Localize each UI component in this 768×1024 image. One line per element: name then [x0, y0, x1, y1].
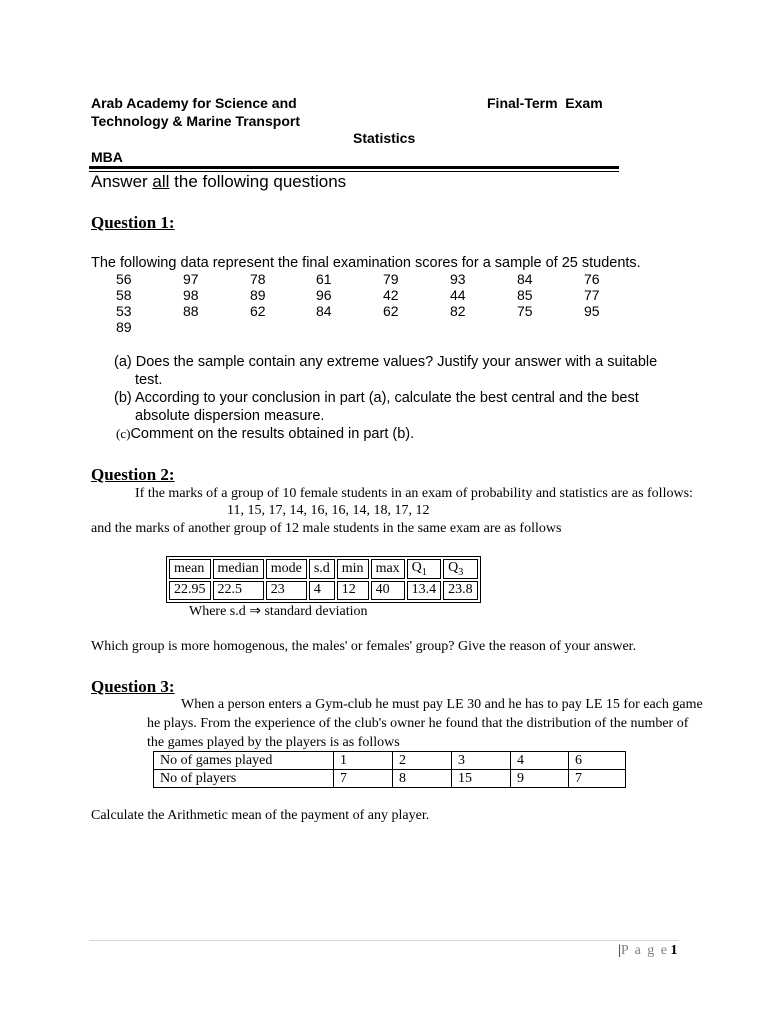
score-cell: 95 — [584, 303, 600, 319]
table-header-cell: mean — [169, 559, 211, 579]
table-header-cell: $Q_1$ — [407, 559, 442, 579]
sd-note: Where s.d ⇒ standard deviation — [189, 604, 368, 619]
question-1-intro: The following data represent the final examination scores for a sample of 25 students. — [91, 255, 641, 271]
question-3-line-2: he plays. From the experience of the club's owner he found that the distribution of the number of — [147, 716, 689, 731]
score-cell: 62 — [383, 303, 399, 319]
table-cell: 4 — [309, 581, 335, 600]
table-cell: 15 — [452, 770, 511, 788]
score-cell: 56 — [116, 271, 132, 287]
score-cell: 96 — [316, 287, 332, 303]
score-cell: 84 — [517, 271, 533, 287]
question-2-title: Question 2: — [91, 465, 175, 484]
table-cell: 22.95 — [169, 581, 211, 600]
question-1-part-c: (c)Comment on the results obtained in part (b). — [116, 426, 415, 442]
table-row — [154, 770, 626, 788]
table-cell: 23.8 — [443, 581, 478, 600]
table-cell: No of players — [154, 770, 334, 788]
table-cell: 23 — [266, 581, 307, 600]
table-cell: 8 — [393, 770, 452, 788]
score-cell: 89 — [250, 287, 266, 303]
institution-line-2: Technology & Marine Transport — [91, 113, 300, 129]
score-cell: 58 — [116, 287, 132, 303]
header-rule-thick — [89, 166, 619, 169]
question-3-title: Question 3: — [91, 677, 175, 696]
table-cell: 7 — [569, 770, 626, 788]
table-cell: 22.5 — [213, 581, 264, 600]
table-cell: 6 — [569, 752, 626, 770]
score-cell: 77 — [584, 287, 600, 303]
score-cell: 44 — [450, 287, 466, 303]
score-cell: 79 — [383, 271, 399, 287]
score-cell: 98 — [183, 287, 199, 303]
games-table — [153, 751, 626, 788]
score-cell: 89 — [116, 319, 132, 335]
table-cell: 2 — [393, 752, 452, 770]
score-cell: 84 — [316, 303, 332, 319]
table-cell: 40 — [371, 581, 405, 600]
score-cell: 97 — [183, 271, 199, 287]
table-header-cell: s.d — [309, 559, 335, 579]
score-cell: 62 — [250, 303, 266, 319]
question-2-question: Which group is more homogenous, the males' or females' group? Give the reason of your answer. — [91, 639, 637, 654]
subject-title: Statistics — [353, 130, 416, 146]
exam-title: Final-Term Exam — [487, 95, 603, 111]
page-footer: |P a g e 1 — [618, 943, 678, 958]
score-cell: 75 — [517, 303, 533, 319]
male-stats-table — [166, 556, 481, 603]
score-cell: 53 — [116, 303, 132, 319]
score-cell: 85 — [517, 287, 533, 303]
instruction: Answer all the following questions — [91, 172, 347, 191]
question-3-line-1: When a person enters a Gym-club he must pay LE 30 and he has to pay LE 15 for each game — [181, 697, 703, 712]
score-cell: 93 — [450, 271, 466, 287]
table-header-cell: mode — [266, 559, 307, 579]
program-label: MBA — [91, 149, 123, 165]
question-1-part-b: (b) According to your conclusion in part (a), calculate the best central and the best absolute dispersion measure. — [114, 390, 639, 424]
question-3-line-3: the games played by the players is as follows — [147, 735, 400, 750]
score-cell: 78 — [250, 271, 266, 287]
table-header-cell: max — [371, 559, 405, 579]
table-row — [154, 752, 626, 770]
table-cell: 4 — [511, 752, 569, 770]
score-cell: 61 — [316, 271, 332, 287]
table-cell: 12 — [337, 581, 369, 600]
male-intro: and the marks of another group of 12 male students in the same exam are as follows — [91, 521, 562, 536]
table-header-cell: median — [213, 559, 264, 579]
question-1-part-a: (a) Does the sample contain any extreme values? Justify your answer with a suitable test. — [114, 354, 658, 388]
score-cell: 42 — [383, 287, 399, 303]
question-2-intro: If the marks of a group of 10 female students in an exam of probability and statistics are as follows: — [135, 486, 693, 501]
score-cell: 88 — [183, 303, 199, 319]
table-cell: 9 — [511, 770, 569, 788]
question-3-question: Calculate the Arithmetic mean of the payment of any player. — [91, 808, 430, 823]
female-marks: 11, 15, 17, 14, 16, 16, 14, 18, 17, 12 — [227, 503, 430, 518]
footer-rule — [89, 940, 679, 941]
table-header-cell: $Q_3$ — [443, 559, 478, 579]
table-row — [169, 581, 478, 600]
score-cell: 82 — [450, 303, 466, 319]
question-1-title: Question 1: — [91, 213, 175, 232]
table-cell: No of games played — [154, 752, 334, 770]
score-cell: 76 — [584, 271, 600, 287]
table-header-cell: min — [337, 559, 369, 579]
institution-line-1: Arab Academy for Science and — [91, 95, 297, 111]
table-cell: 13.4 — [407, 581, 442, 600]
table-cell: 1 — [334, 752, 393, 770]
table-cell: 3 — [452, 752, 511, 770]
table-cell: 7 — [334, 770, 393, 788]
table-header-row — [169, 559, 478, 579]
